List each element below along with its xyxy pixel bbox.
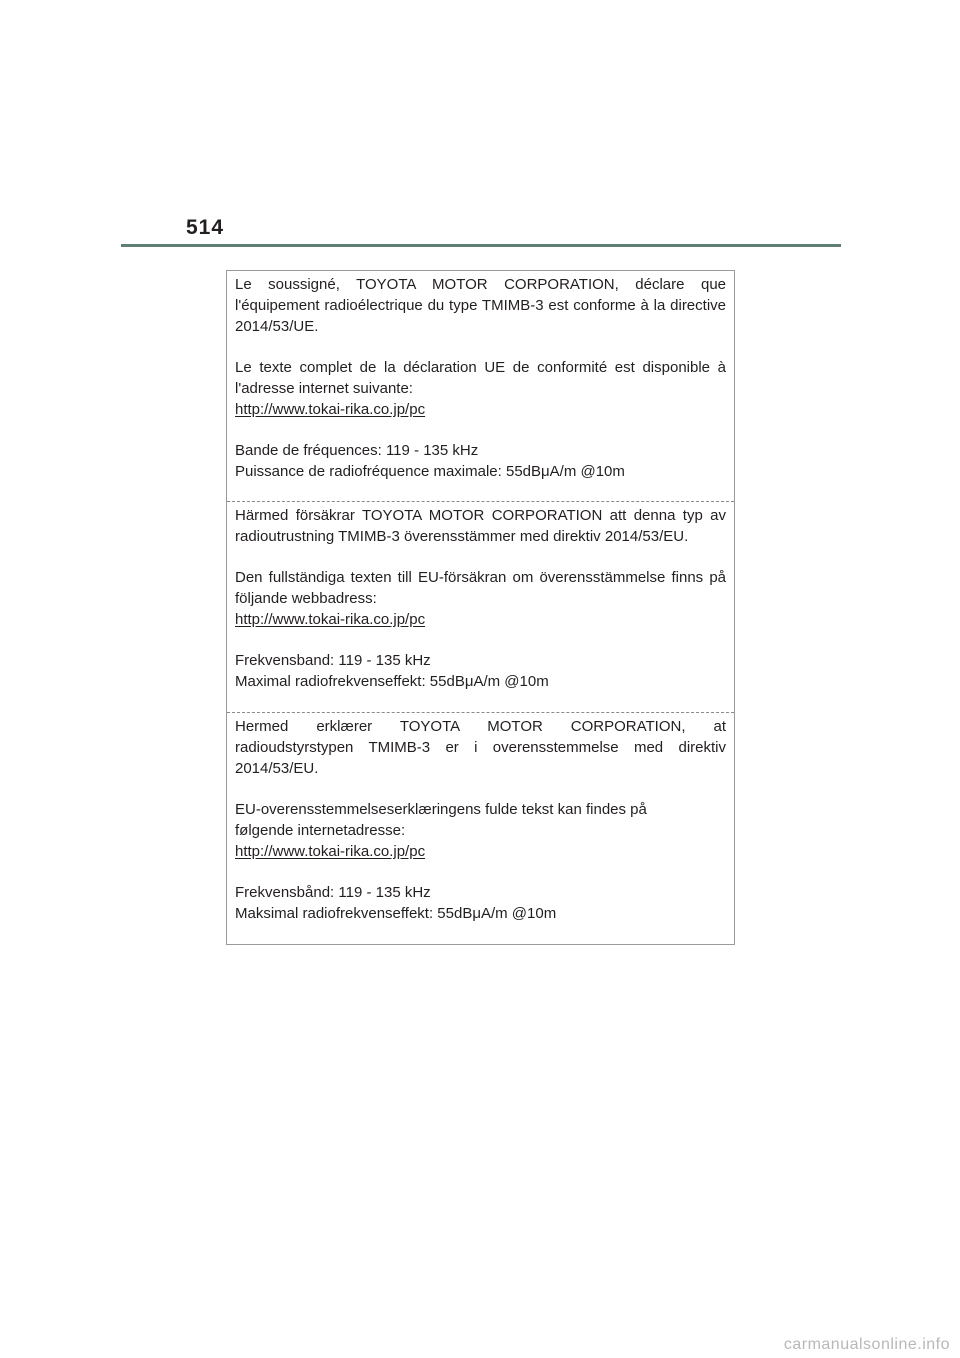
declaration-text: Härmed försäkrar TOYOTA MOTOR CORPORATION att denna typ av radioutrustning TMIMB-3 överensstämmer med direktiv 2014/53/EU.	[235, 507, 726, 545]
fulltext-paragraph	[235, 357, 726, 420]
declaration-section-swedish	[227, 501, 734, 712]
frequency-band-text: Frekvensband: 119 - 135 kHz	[235, 652, 431, 669]
fulltext-paragraph	[235, 567, 726, 630]
declaration-text: Le soussigné, TOYOTA MOTOR CORPORATION, déclare que l'équipement radioélectrique du type TMIMB-3 est conforme à la directive 2014/53/UE.	[235, 276, 726, 335]
fulltext-intro: Den fullständiga texten till EU-försäkran om överensstämmelse finns på följande webbadress:	[235, 569, 726, 607]
site-watermark: carmanualsonline.info	[783, 1336, 950, 1353]
declaration-text: Hermed erklærer TOYOTA MOTOR CORPORATION, at radioudstyrstypen TMIMB-3 er i overensstemmelse med direktiv 2014/53/EU.	[235, 718, 726, 777]
fulltext-intro-line-2: følgende internetadresse:	[235, 822, 406, 839]
fulltext-intro-line-1: EU-overensstemmelseserklæringens fulde tekst kan findes på	[235, 801, 647, 818]
declaration-section-norwegian	[227, 712, 734, 944]
max-power-text: Maximal radiofrekvenseffekt: 55dBμA/m @10m	[235, 673, 549, 690]
frequency-band-text: Frekvensbånd: 119 - 135 kHz	[235, 884, 431, 901]
fulltext-paragraph	[235, 799, 726, 862]
declaration-url-link[interactable]: http://www.tokai-rika.co.jp/pc	[235, 843, 426, 860]
declaration-url-link[interactable]: http://www.tokai-rika.co.jp/pc	[235, 401, 426, 418]
specs-paragraph	[235, 882, 726, 924]
fulltext-intro: Le texte complet de la déclaration UE de conformité est disponible à l'adresse internet suivante:	[235, 359, 726, 397]
declaration-url-link[interactable]: http://www.tokai-rika.co.jp/pc	[235, 611, 426, 628]
specs-paragraph	[235, 650, 726, 692]
specs-paragraph	[235, 440, 726, 482]
page-number: 514	[186, 216, 225, 239]
header-rule	[121, 244, 841, 247]
frequency-band-text: Bande de fréquences: 119 - 135 kHz	[235, 442, 479, 459]
max-power-text: Maksimal radiofrekvenseffekt: 55dBμA/m @10m	[235, 905, 557, 922]
max-power-text: Puissance de radiofréquence maximale: 55dBμA/m @10m	[235, 463, 625, 480]
declaration-box	[226, 270, 735, 945]
declaration-section-french	[227, 271, 734, 501]
